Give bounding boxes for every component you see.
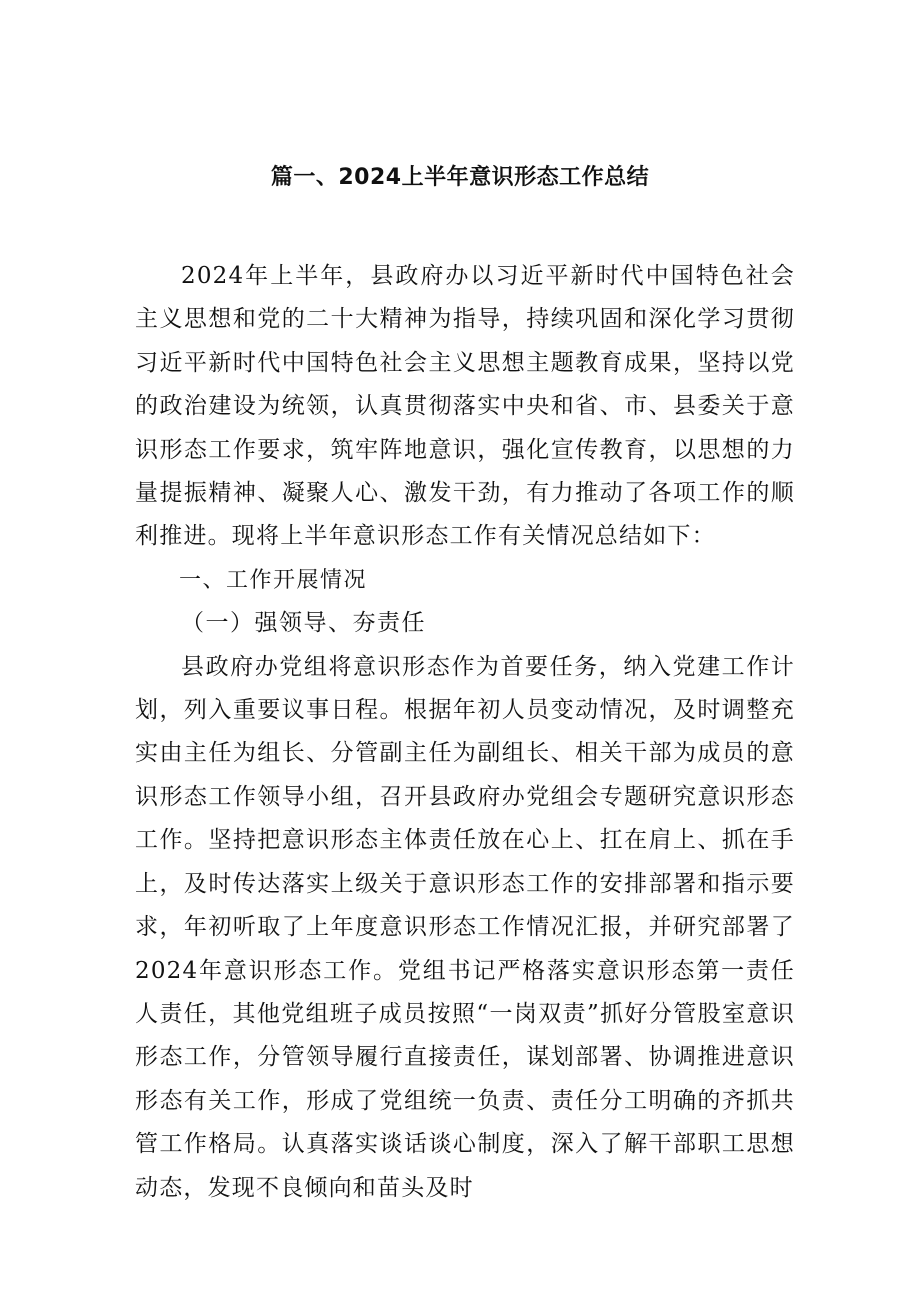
section-heading: 一、工作开展情况 (179, 567, 368, 593)
subsection-heading: （一）强领导、夯责任 (181, 610, 426, 637)
document-title: 篇一、2024上半年意识形态工作总结 (270, 165, 650, 190)
document-body (135, 255, 795, 1210)
body-paragraph: 县政府办党组将意识形态作为首要任务，纳入党建工作计划，列入重要议事日程。根据年初人员变动情况，及时调整充实由主任为组长、分管副主任为副组长、相关干部为成员的意识形态工作领导小组，召开县政府办党组会专题研究意识形态工作。坚持把意识形态主体责任放在心上、扛在肩上、抓在手上，及时传达落实上级关于意识形态工作的安排部署和指示要求，年初听取了上年度意识形态工作情况汇报，并研究部署了2024年意识形态工作。党组书记严格落实意识形态第一责任人责任，其他党组班子成员按照“一岗双责”抓好分管股室意识形态工作，分管领导履行直接责任，谋划部署、协调推进意识形态有关工作，形成了党组统一负责、责任分工明确的齐抓共管工作格局。认真落实谈话谈心制度，深入了解干部职工思想动态，发现不良倾向和苗头及时 (135, 653, 795, 1201)
intro-paragraph: 2024年上半年，县政府办以习近平新时代中国特色社会主义思想和党的二十大精神为指导，持续巩固和深化学习贯彻习近平新时代中国特色社会主义思想主题教育成果，坚持以党的政治建设为统领，认真贯彻落实中央和省、市、县委关于意识形态工作要求，筑牢阵地意识，强化宣传教育，以思想的力量提振精神、凝聚人心、激发干劲，有力推动了各项工作的顺利推进。现将上半年意识形态工作有关情况总结如下： (135, 263, 795, 550)
